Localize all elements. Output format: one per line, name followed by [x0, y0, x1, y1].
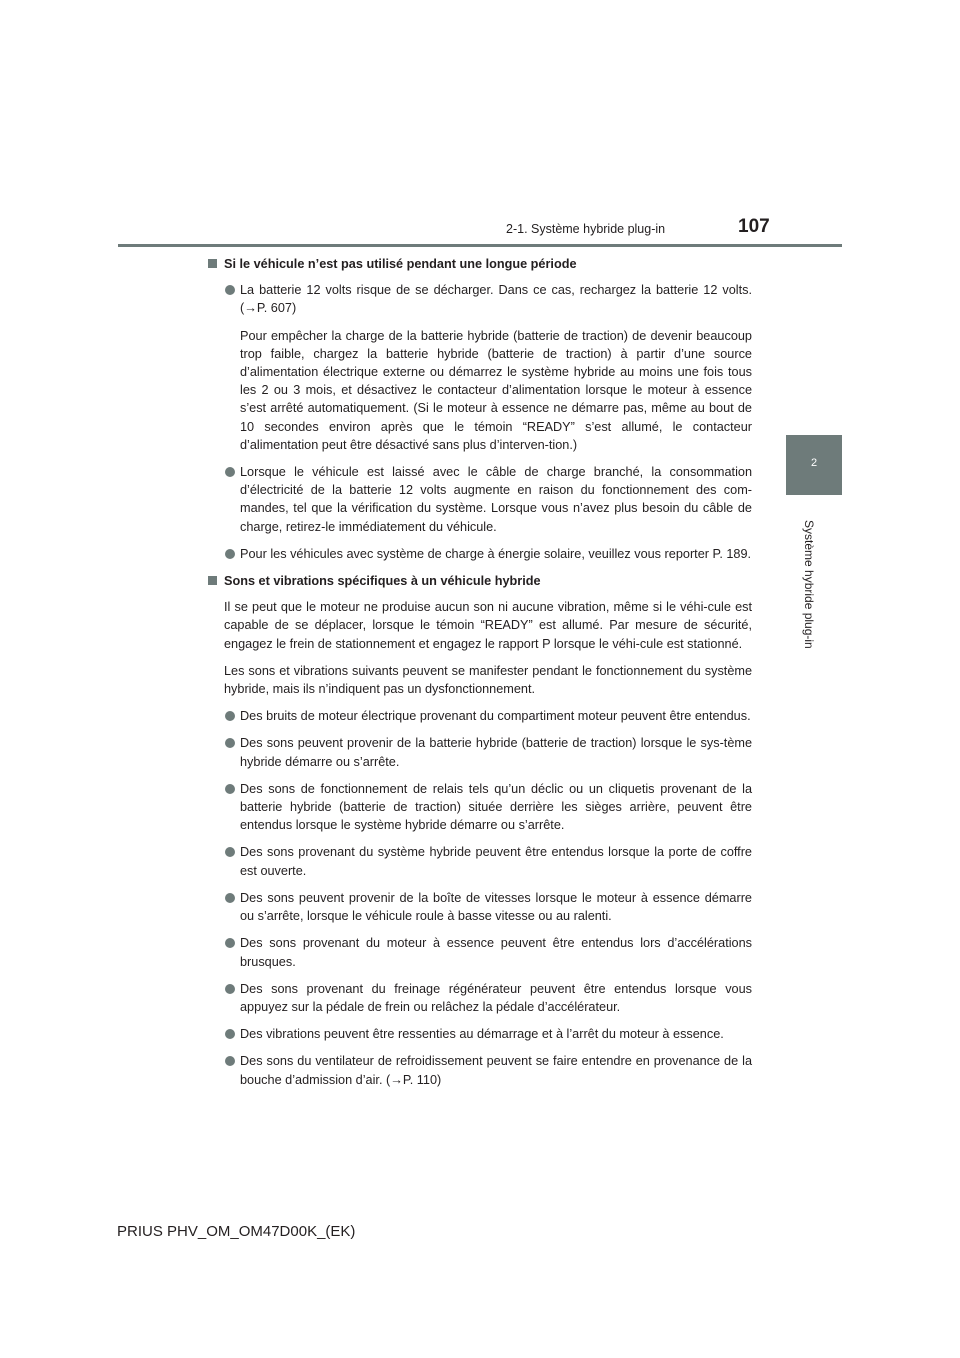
list-item-text: Des vibrations peuvent être ressenties au démarrage et à l’arrêt du moteur à essence.	[240, 1027, 724, 1042]
list-item-text: Lorsque le véhicule est laissé avec le câble de charge branché, la consommation d’électricité de la batterie 12 volts augmente en raison du fonctionnement des com-mandes, tel que la vérification du système. Lorsque vous n’avez plus besoin du câble de charge, retirez-le immédiatement du véhicule.	[240, 465, 752, 534]
section-heading-text: Sons et vibrations spécifiques à un véhicule hybride	[224, 574, 541, 589]
chapter-side-label: Système hybride plug-in	[802, 520, 816, 649]
round-bullet-icon	[225, 1056, 235, 1066]
list-item	[207, 780, 752, 835]
list-item	[207, 281, 752, 317]
list-item-text: Des sons de fonctionnement de relais tels qu’un déclic ou un cliquetis provenant de la batterie hybride (batterie de traction) située derrière les sièges arrière, peuvent être entendus lorsque le système hybride démarre ou s’arrête.	[240, 781, 752, 833]
page-content	[207, 255, 752, 1098]
round-bullet-icon	[225, 711, 235, 721]
round-bullet-icon	[225, 738, 235, 748]
list-item	[207, 843, 752, 879]
round-bullet-icon	[225, 938, 235, 948]
round-bullet-icon	[225, 1029, 235, 1039]
square-bullet-icon	[208, 259, 217, 268]
list-item	[207, 1052, 752, 1088]
chapter-tab-number: 2	[810, 457, 818, 469]
list-item	[207, 1025, 752, 1043]
list-item-text: Des sons provenant du moteur à essence peuvent être entendus lors d’accélérations brusques.	[240, 936, 752, 969]
round-bullet-icon	[225, 784, 235, 794]
list-item	[207, 734, 752, 770]
list-item	[207, 980, 752, 1016]
round-bullet-icon	[225, 847, 235, 857]
list-item	[207, 889, 752, 925]
round-bullet-icon	[225, 467, 235, 477]
paragraph: Les sons et vibrations suivants peuvent se manifester pendant le fonctionnement du système hybride, mais ils n’indiquent pas un dysfonctionnement.	[224, 663, 752, 697]
header-section-title: 2-1. Système hybride plug-in	[506, 222, 666, 236]
list-item-text: Des bruits de moteur électrique provenant du compartiment moteur peuvent être entendus.	[240, 709, 751, 724]
square-bullet-icon	[208, 576, 217, 585]
round-bullet-icon	[225, 893, 235, 903]
round-bullet-icon	[225, 984, 235, 994]
paragraph: Il se peut que le moteur ne produise aucun son ni aucune vibration, même si le véhi-cule est capable de se déplacer, lorsque le témoin “READY” est allumé. Par mesure de sécurité, engagez le frein de stationnement et engagez le rapport P lorsque le véhi-cule est stationné.	[224, 600, 752, 651]
list-item	[207, 934, 752, 970]
list-item-text: La batterie 12 volts risque de se décharger. Dans ce cas, rechargez la batterie 12 volts. (→P. 607)	[240, 283, 752, 316]
section-heading-text: Si le véhicule n’est pas utilisé pendant une longue période	[224, 257, 577, 271]
list-item-text: Des sons provenant du système hybride peuvent être entendus lorsque la porte de coffre est ouverte.	[240, 845, 752, 878]
page-number: 107	[738, 216, 770, 237]
list-item-text: Des sons peuvent provenir de la boîte de vitesses lorsque le moteur à essence démarre ou s’arrête, lorsque le véhicule roule à basse vitesse ou au ralenti.	[240, 890, 752, 924]
list-item-text: Pour les véhicules avec système de charge à énergie solaire, veuillez vous reporter P. 189.	[240, 546, 752, 561]
header-rule	[118, 244, 842, 247]
section-heading-sounds	[207, 572, 752, 590]
footer-doc-code: PRIUS PHV_OM_OM47D00K_(EK)	[117, 1223, 356, 1240]
list-item-text: Des sons provenant du freinage régénérateur peuvent être entendus lorsque vous appuyez sur la pédale de frein ou relâchez la pédale d’accélérateur.	[240, 981, 752, 1014]
paragraph: Pour empêcher la charge de la batterie hybride (batterie de traction) de devenir beaucoup trop faible, chargez la batterie hybride (batterie de traction) à partir d’une source d’alimentation électrique externe ou démarrez le système hybride au moins une fois tous les 2 ou 3 mois, et désactivez le contacteur d’alimentation lorsque le moteur à essence s’est arrêté automatiquement. (Si le moteur à essence ne démarre pas, même au bout de 10 secondes environ après que le témoin “READY” s’est allumé, le contacteur d’alimentation peut être désactivé sans plus d’interven-tion.)	[240, 328, 752, 452]
list-item	[207, 707, 752, 725]
round-bullet-icon	[225, 549, 235, 559]
list-item-text: Des sons peuvent provenir de la batterie hybride (batterie de traction) lorsque le sys-tème hybride démarre ou s’arrête.	[240, 736, 752, 769]
list-item	[207, 545, 752, 563]
list-item	[207, 463, 752, 536]
round-bullet-icon	[225, 285, 235, 295]
chapter-tab	[786, 435, 842, 495]
section-heading-storage	[207, 255, 752, 273]
list-item-text: Des sons du ventilateur de refroidissement peuvent se faire entendre en provenance de la bouche d’admission d’air. (→P. 110)	[240, 1054, 752, 1087]
